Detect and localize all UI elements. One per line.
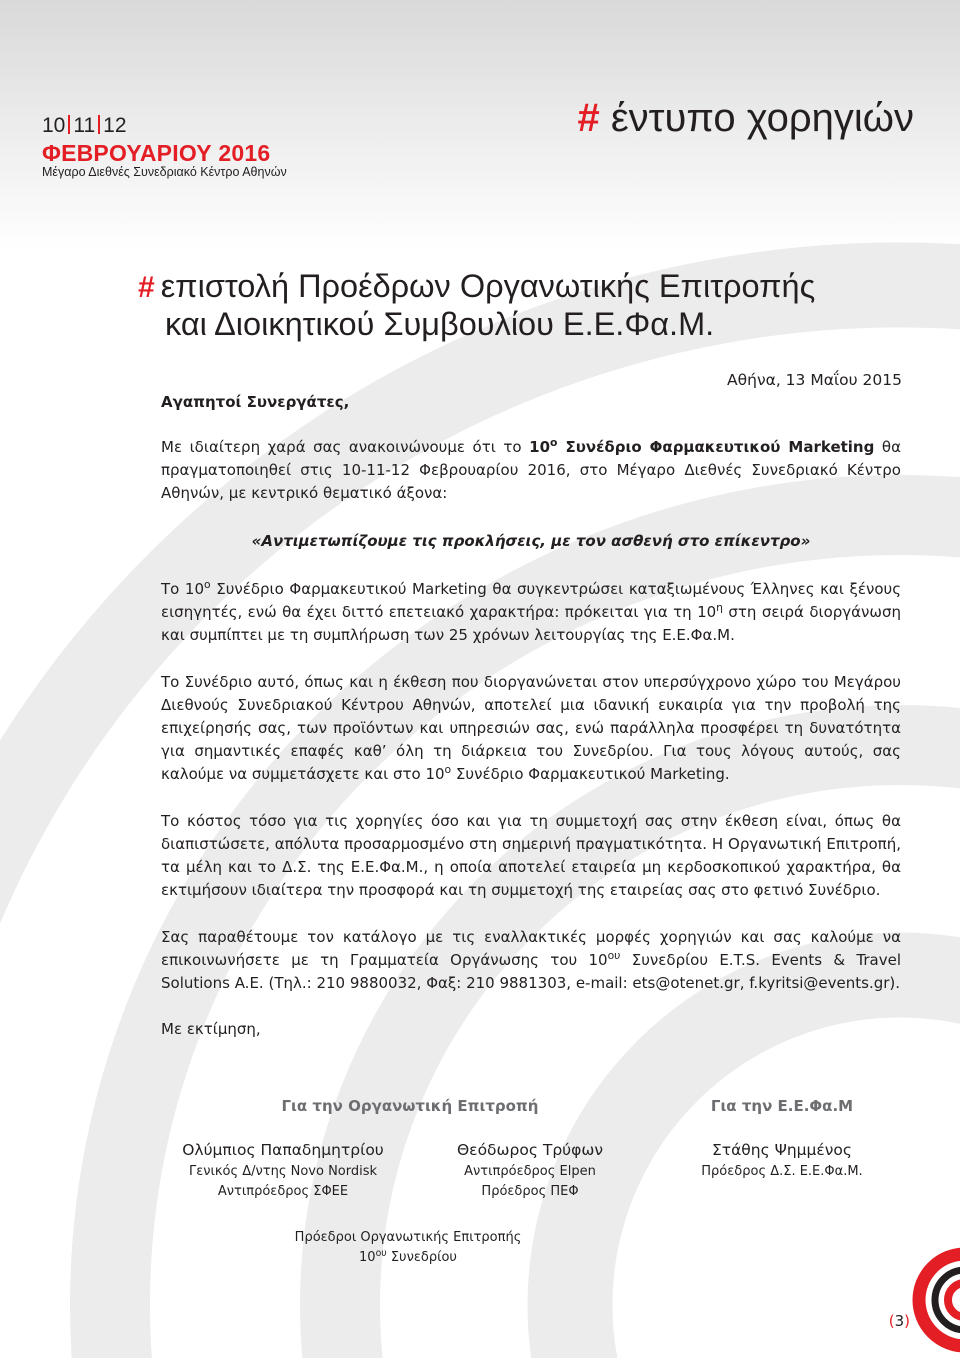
date-separator <box>68 115 70 134</box>
signature-block-2 <box>410 1138 650 1202</box>
paragraph-2: Το $10^o$ Συνέδριο Φαρμακευτικού Marketing θα συγκεντρώσει καταξιωμένους Έλληνες και ξένους εισηγητές, ενώ θα έχει διττό επετειακό χαρακτήρα: πρόκειται για τη $10^\eta$ στη σειρά διοργάνωση και συμπίπτει με τη συμπλήρωση των 25 χρόνων λειτουργίας της Ε.Ε.Φα.Μ. <box>161 578 901 644</box>
letter-title-line-2: και Διοικητικού Συμβουλίου Ε.Ε.Φα.Μ. <box>165 306 715 342</box>
paragraph-3: Το Συνέδριο αυτό, όπως και η έκθεση που διοργανώνεται στον υπερσύγχρονο χώρο του Μεγάρου Διεθνούς Συνεδριακού Κέντρου Αθηνών, αποτελεί μια ιδανική ευκαιρία για την προβολή της επιχείρησής σας, των προϊόντων και υπηρεσιών σας, ενώ παράλληλα προσφέρει τη δυνατότητα για σημαντικές επαφές καθ’ όλη τη διάρκεια του Συνεδρίου. Για τους λόγους αυτούς, σας καλούμε να συμμετάσχετε και στο $10^o$ Συνέδριο Φαρμακευτικού Marketing. <box>161 673 901 783</box>
event-month: ΦΕΒΡΟΥΑΡΙΟΥ 2016 <box>42 140 271 166</box>
date-day-1: 10 <box>42 114 66 137</box>
closing: Με εκτίμηση, <box>161 1020 261 1038</box>
event-dates <box>42 114 127 138</box>
salutation: Αγαπητοί Συνεργάτες, <box>161 393 350 411</box>
date-separator <box>98 115 100 134</box>
letter-title-line-1: επιστολή Προέδρων Οργανωτικής Επιτροπής <box>160 268 816 304</box>
signatory-name: Ολύμπιος Παπαδημητρίου <box>182 1141 384 1159</box>
presidents-caption <box>258 1228 558 1268</box>
signature-block-1 <box>160 1138 406 1202</box>
signatory-role: Αντιπρόεδρος Elpen <box>464 1164 596 1179</box>
presidents-caption-line-2: $10^{o\upsilon}$ Συνεδρίου <box>359 1247 457 1265</box>
signatory-role: Αντιπρόεδρος ΣΦΕΕ <box>217 1184 349 1199</box>
section-title-text: έντυπο χορηγιών <box>610 96 914 140</box>
letter-date: Αθήνα, 13 Μαΐου 2015 <box>727 371 902 389</box>
signatory-role: Πρόεδρος Δ.Σ. Ε.Ε.Φα.Μ. <box>701 1164 863 1179</box>
presidents-caption-line-1: Πρόεδροι Οργανωτικής Επιτροπής <box>294 1230 522 1245</box>
paragraph-1: Με ιδιαίτερη χαρά σας ανακοινώνουμε ότι το $10^o$ Συνέδριο Φαρμακευτικού Marketing θα πραγματοποιηθεί στις 10-11-12 Φεβρουαρίου 2016, στο Μέγαρο Διεθνές Συνεδριακό Κέντρο Αθηνών, με κεντρικό θεματικό άξονα: <box>161 436 901 502</box>
target-logo-icon <box>919 1254 960 1346</box>
signatory-role: Γενικός Δ/ντης Novo Nordisk <box>188 1164 378 1179</box>
signature-group-heading-eefam: Για την Ε.Ε.Φα.Μ <box>710 1097 854 1115</box>
signatory-name: Στάθης Ψημμένος <box>711 1141 853 1159</box>
letter-title <box>138 268 815 343</box>
paragraph-5: Σας παραθέτουμε τον κατάλογο με τις εναλλακτικές μορφές χορηγιών και σας καλούμε να επικοινωνήσετε με τη Γραμματεία Οργάνωσης του $10^{o\upsilon}$ Συνεδρίου E.T.S. Events & Travel Solutions A.E. (Τηλ.: 210 9880032, Φαξ: 210 9881303, e-mail: ets@otenet.gr, f.kyritsi@events.gr). <box>161 928 901 992</box>
date-day-3: 12 <box>103 114 127 137</box>
hash-mark: # <box>577 96 600 140</box>
signature-group-heading-committee: Για την Οργανωτική Επιτροπή <box>281 1097 539 1115</box>
signatory-name: Θεόδωρος Τρύφων <box>456 1141 603 1159</box>
event-venue: Μέγαρο Διεθνές Συνεδριακό Κέντρο Αθηνών <box>42 165 287 179</box>
hash-mark: # <box>138 271 155 304</box>
signatory-role: Πρόεδρος ΠΕΦ <box>481 1184 579 1199</box>
page-number: (3) <box>888 1312 910 1330</box>
signature-block-3 <box>662 1138 902 1182</box>
paragraph-4: Το κόστος τόσο για τις χορηγίες όσο και για τη συμμετοχή σας στην έκθεση είναι, όπως θα διαπιστώσετε, απόλυτα προσαρμοσμένο στη σημερινή πραγματικότητα. Η Οργανωτική Επιτροπή, τα μέλη και το Δ.Σ. της Ε.Ε.Φα.Μ., η οποία αποτελεί εταιρεία μη κερδοσκοπικού χαρακτήρα, θα εκτιμήσουν ιδιαίτερα την προσφορά και τη συμμετοχή της εταιρείας σας στο φετινό Συνέδριο. <box>161 812 901 899</box>
section-title <box>577 96 914 141</box>
conference-theme: «Αντιμετωπίζουμε τις προκλήσεις, με τον ασθενή στο επίκεντρο» <box>251 532 811 550</box>
date-day-2: 11 <box>73 114 96 137</box>
